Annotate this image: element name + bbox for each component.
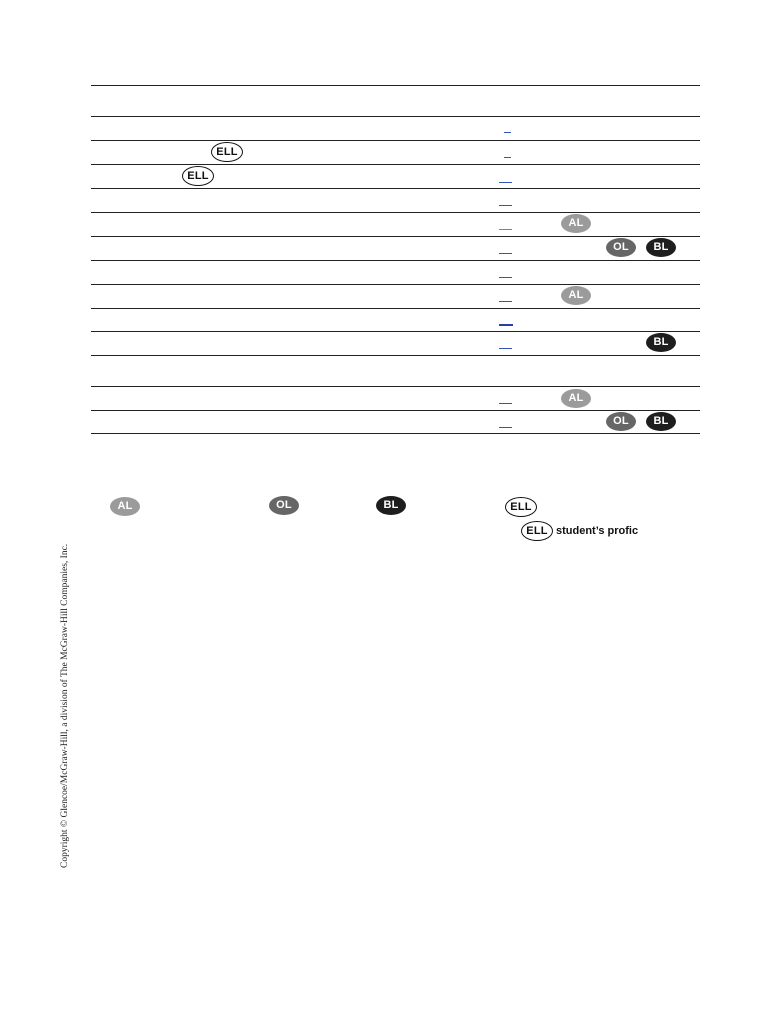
ell-badge: ELL xyxy=(505,497,537,517)
page-link[interactable] xyxy=(499,182,512,183)
copyright-notice: Copyright © Glencoe/McGraw-Hill, a division of The McGraw-Hill Companies, Inc. xyxy=(60,543,70,868)
ell-badge: ELL xyxy=(211,142,243,162)
page-link[interactable] xyxy=(499,427,512,428)
table-rule xyxy=(91,236,700,237)
al-badge: AL xyxy=(561,214,591,233)
page-link[interactable] xyxy=(504,157,511,158)
table-rule xyxy=(91,260,700,261)
bl-badge: BL xyxy=(646,238,676,257)
table-rule xyxy=(91,410,700,411)
table-rule xyxy=(91,188,700,189)
table-rule xyxy=(91,331,700,332)
ol-badge: OL xyxy=(606,238,636,257)
table-rule xyxy=(91,355,700,356)
ell-badge: ELL xyxy=(182,166,214,186)
bl-badge: BL xyxy=(646,333,676,352)
table-rule xyxy=(91,212,700,213)
table-rule xyxy=(91,164,700,165)
table-rule xyxy=(91,386,700,387)
page-link[interactable] xyxy=(499,253,512,254)
al-badge: AL xyxy=(561,389,591,408)
page-link[interactable] xyxy=(499,229,512,230)
page-link[interactable] xyxy=(499,301,512,302)
bl-badge: BL xyxy=(376,496,406,515)
page-link[interactable] xyxy=(499,205,512,206)
table-rule xyxy=(91,284,700,285)
table-rule xyxy=(91,308,700,309)
al-badge: AL xyxy=(110,497,140,516)
ell-note-text: student’s profic xyxy=(556,525,639,537)
table-rule xyxy=(91,116,700,117)
ol-badge: OL xyxy=(606,412,636,431)
page-link[interactable] xyxy=(499,277,512,278)
table-rule xyxy=(91,140,700,141)
ell-legend-note xyxy=(521,521,638,541)
table-rule xyxy=(91,433,700,434)
ell-badge: ELL xyxy=(521,521,553,541)
page-link[interactable] xyxy=(499,324,513,326)
page-link[interactable] xyxy=(499,403,512,404)
ol-badge: OL xyxy=(269,496,299,515)
table-rule xyxy=(91,85,700,86)
page-link[interactable] xyxy=(499,348,512,349)
bl-badge: BL xyxy=(646,412,676,431)
al-badge: AL xyxy=(561,286,591,305)
page-link[interactable] xyxy=(504,132,511,133)
